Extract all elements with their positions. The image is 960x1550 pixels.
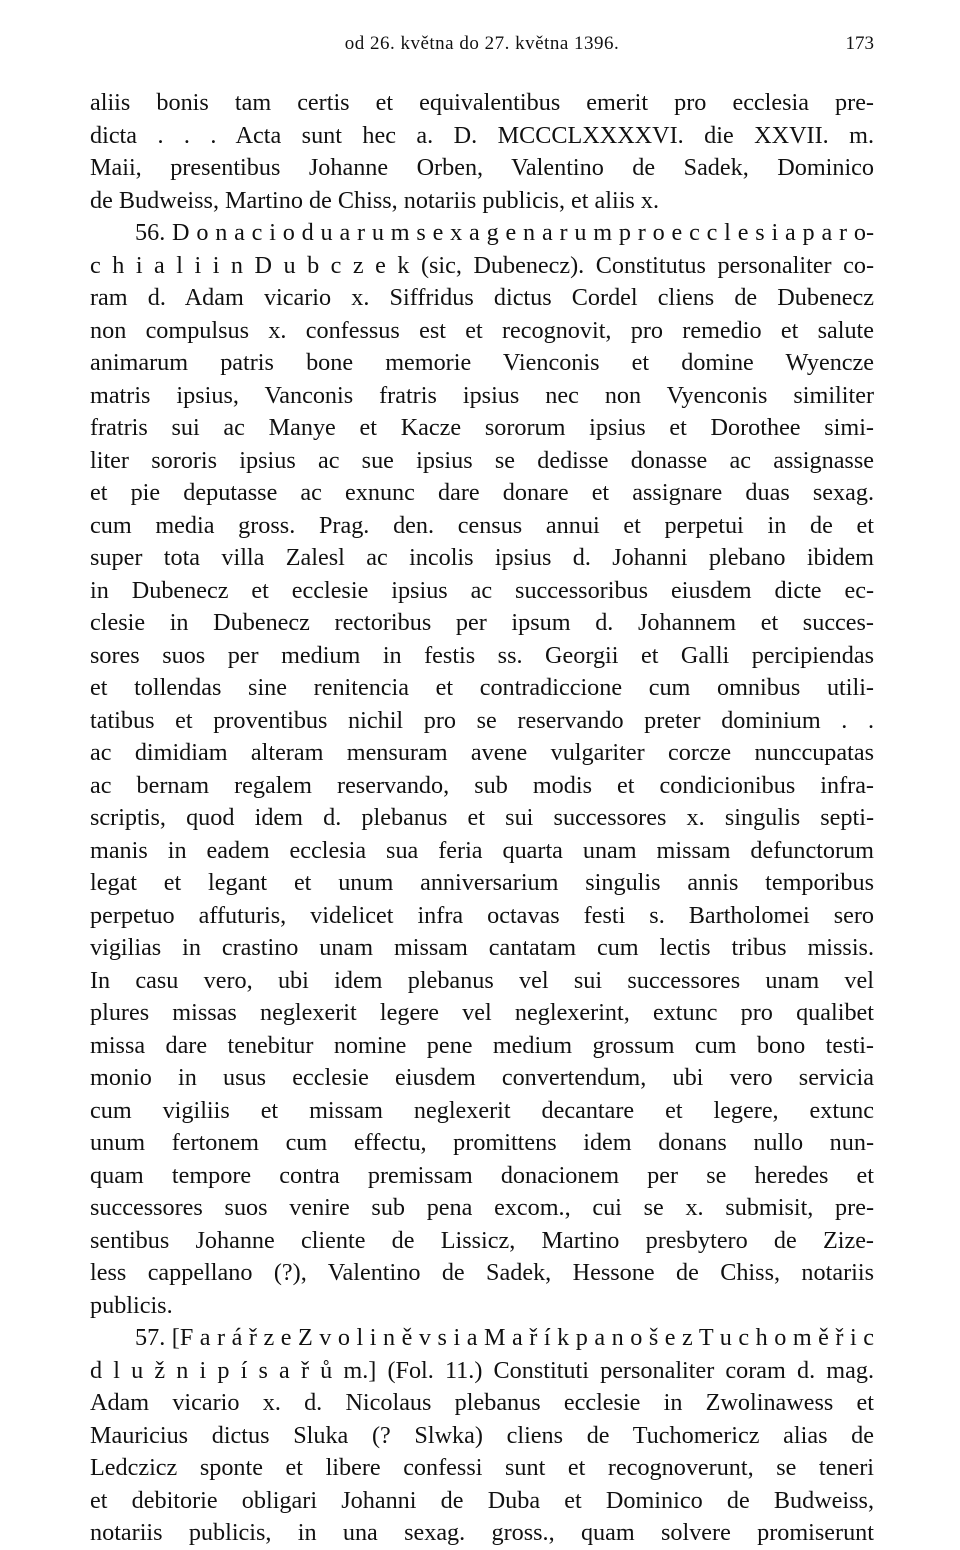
text-line: quam tempore contra premissam donacionem per se heredes et xyxy=(90,1161,874,1189)
text-line: sores suos per medium in festis ss. Georgii et Galli percipiendas xyxy=(90,641,874,669)
text-line: Ledczicz sponte et libere confessi sunt et recognoverunt, se teneri xyxy=(90,1454,874,1481)
text-line: Maii, presentibus Johanne Orben, Valentino de Sadek, Dominico xyxy=(90,154,874,181)
text-line: scriptis, quod idem d. plebanus et sui successores x. singulis septi- xyxy=(90,804,874,831)
text-line: publicis. xyxy=(90,1291,173,1319)
text-line: d l u ž n i p í s a ř ů m.] (Fol. 11.) Constituti personaliter coram d. mag. xyxy=(90,1356,874,1384)
text-line: 57. [F a r á ř z e Z v o l i n ě v s i a M a ř í k p a n o š e z T u c h o m ě ř i c xyxy=(135,1324,874,1351)
text-line: successores suos venire sub pena excom., cui se x. submisit, pre- xyxy=(90,1194,874,1221)
running-header xyxy=(90,30,874,58)
text-line: aliis bonis tam certis et equivalentibus emerit pro ecclesia pre- xyxy=(90,89,874,116)
text-line: manis in eadem ecclesia sua feria quarta unam missam defunctorum xyxy=(90,836,874,864)
text-line: less cappellano (?), Valentino de Sadek, Hessone de Chiss, notariis xyxy=(90,1259,874,1286)
text-line: dicta . . . Acta sunt hec a. D. MCCCLXXXXVI. die XXVII. m. xyxy=(90,121,874,149)
text-line: unum fertonem cum effectu, promittens idem donans nullo nun- xyxy=(90,1129,874,1156)
text-line: cum media gross. Prag. den. census annui et perpetui in de et xyxy=(90,511,874,539)
text-line: c h i a l i i n D u b c z e k (sic, Dubenecz). Constitutus personaliter co- xyxy=(90,251,874,279)
text-line: sentibus Johanne cliente de Lissicz, Martino presbytero de Zize- xyxy=(90,1226,874,1254)
text-line: et tollendas sine renitencia et contradiccione cum omnibus utili- xyxy=(90,674,874,701)
text-line: notariis publicis, in una sexag. gross., quam solvere promiserunt xyxy=(90,1519,874,1546)
text-line: et pie deputasse ac exnunc dare donare et assignare duas sexag. xyxy=(90,479,874,506)
text-line: non compulsus x. confessus est et recognovit, pro remedio et salute xyxy=(90,316,874,344)
text-line: clesie in Dubenecz rectoribus per ipsum d. Johannem et succes- xyxy=(90,609,874,636)
text-line: animarum patris bone memorie Vienconis et domine Wyencze xyxy=(90,349,874,376)
page-number: 173 xyxy=(845,33,874,54)
text-line: cum vigiliis et missam neglexerit decantare et legere, extunc xyxy=(90,1096,874,1124)
text-line: super tota villa Zalesl ac incolis ipsius d. Johanni plebano ibidem xyxy=(90,544,874,571)
text-line: tatibus et proventibus nichil pro se reservando preter dominium . . xyxy=(90,706,874,734)
text-line: liter sororis ipsius ac sue ipsius se dedisse donasse ac assignasse xyxy=(90,446,874,474)
text-line: et debitorie obligari Johanni de Duba et Dominico de Budweiss, xyxy=(90,1486,874,1514)
text-line: ac bernam regalem reservando, sub modis et condicionibus infra- xyxy=(90,771,874,799)
text-line: de Budweiss, Martino de Chiss, notariis publicis, et aliis x. xyxy=(90,186,660,214)
text-line: fratris sui ac Manye et Kacze sororum ipsius et Dorothee simi- xyxy=(90,414,874,441)
text-line: ram d. Adam vicario x. Siffridus dictus Cordel cliens de Dubenecz xyxy=(90,284,874,311)
text-line: ac dimidiam alteram mensuram avene vulgariter corcze nunccupatas xyxy=(90,739,874,766)
text-line: missa dare tenebitur nomine pene medium grossum cum bono testi- xyxy=(90,1031,874,1059)
body-text xyxy=(90,87,874,1550)
text-line: legat et legant et unum anniversarium singulis annis temporibus xyxy=(90,869,874,896)
running-title: od 26. května do 27. května 1396. xyxy=(344,33,620,54)
text-line: in Dubenecz et ecclesie ipsius ac successoribus eiusdem dicte ec- xyxy=(90,576,874,604)
text-line: vigilias in crastino unam missam cantatam cum lectis tribus missis. xyxy=(90,934,874,961)
text-line: Mauricius dictus Sluka (? Slwka) cliens de Tuchomericz alias de xyxy=(90,1421,874,1449)
text-line: matris ipsius, Vanconis fratris ipsius nec non Vyenconis similiter xyxy=(90,381,874,409)
text-line: perpetuo affuturis, videlicet infra octavas festi s. Bartholomei sero xyxy=(90,901,874,929)
text-line: monio in usus ecclesie eiusdem convertendum, ubi vero servicia xyxy=(90,1064,874,1091)
text-line: Adam vicario x. d. Nicolaus plebanus ecclesie in Zwolinawess et xyxy=(90,1389,874,1416)
text-line: In casu vero, ubi idem plebanus vel sui successores unam vel xyxy=(90,966,874,994)
text-line: 56. D o n a c i o d u a r u m s e x a g e n a r u m p r o e c c l e s i a p a r o- xyxy=(135,219,874,246)
text-line: plures missas neglexerit legere vel neglexerint, extunc pro qualibet xyxy=(90,999,874,1026)
